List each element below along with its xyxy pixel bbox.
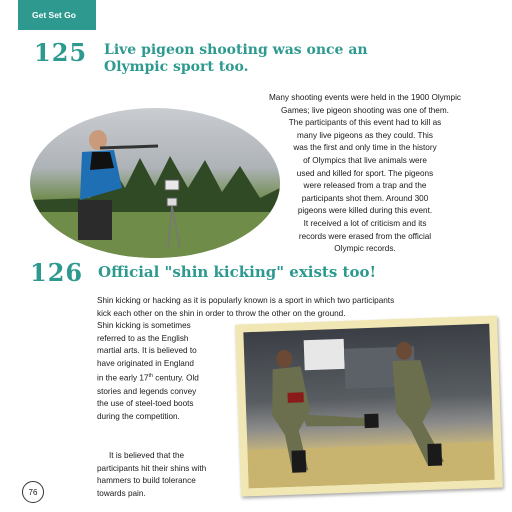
- body-line: have originated in England: [97, 358, 194, 368]
- section-tab: [18, 0, 96, 30]
- body-line: Games; live pigeon shooting was one of them.: [281, 105, 449, 115]
- shin-kicking-illustration: [243, 324, 494, 488]
- fact-126-paragraph-1: [97, 320, 237, 423]
- fact-125-title-line: Live pigeon shooting was once an: [104, 42, 368, 58]
- fact-126-number: 126: [30, 258, 84, 287]
- shin-kicking-photo-frame: [235, 315, 503, 496]
- section-tab-label: Get Set Go: [32, 10, 76, 20]
- body-line: It is believed that the: [109, 451, 185, 460]
- body-line: Olympic records.: [334, 244, 396, 254]
- body-line: hammers to build tolerance: [97, 476, 196, 486]
- body-text-segment: in the early 17: [97, 374, 149, 384]
- body-line: many live pigeons as they could. This: [297, 130, 433, 140]
- body-line: pigeons were killed during this event.: [297, 206, 433, 216]
- fact-125-title: [104, 42, 368, 76]
- fact-125-number: 125: [34, 38, 88, 67]
- fact-126-paragraph-2: [97, 450, 247, 500]
- body-line: martial arts. It is believed to: [97, 346, 197, 356]
- body-line: Shin kicking is sometimes: [97, 321, 191, 330]
- body-line: stories and legends convey: [97, 386, 197, 396]
- body-line: The participants of this event had to kill as: [288, 118, 442, 128]
- body-line: of Olympics that live animals were: [303, 155, 427, 165]
- body-line: during the competition.: [97, 411, 180, 421]
- body-line: referred to as the English: [97, 333, 189, 343]
- body-line: records were erased from the official: [298, 231, 432, 241]
- body-line: participants shot them. Around 300: [301, 193, 429, 203]
- body-line: It received a lot of criticism and its: [303, 218, 427, 228]
- fact-126-title: Official "shin kicking" exists too!: [98, 263, 377, 281]
- body-line: participants hit their shins with: [97, 463, 207, 473]
- body-line: was the first and only time in the history: [293, 143, 437, 153]
- body-line: [97, 370, 237, 385]
- body-line: kick each other on the shin in order to throw the other on the ground.: [97, 308, 346, 318]
- superscript-th: th: [148, 373, 154, 380]
- fact-125-body: [222, 92, 508, 256]
- body-line: were released from a trap and the: [303, 181, 427, 191]
- body-text-segment: century. Old: [153, 374, 199, 384]
- page-number: 76: [22, 481, 44, 503]
- body-line: Many shooting events were held in the 1900 Olympic: [268, 93, 462, 102]
- shin-kicking-photo: [243, 324, 494, 488]
- body-line: Shin kicking or hacking as it is popularly known is a sport in which two participants: [97, 296, 395, 305]
- body-line: the use of steel-toed boots: [97, 399, 194, 409]
- body-line: used and killed for sport. The pigeons: [296, 168, 434, 178]
- fact-125-title-line: Olympic sport too.: [104, 59, 249, 75]
- body-line: towards pain.: [97, 488, 146, 498]
